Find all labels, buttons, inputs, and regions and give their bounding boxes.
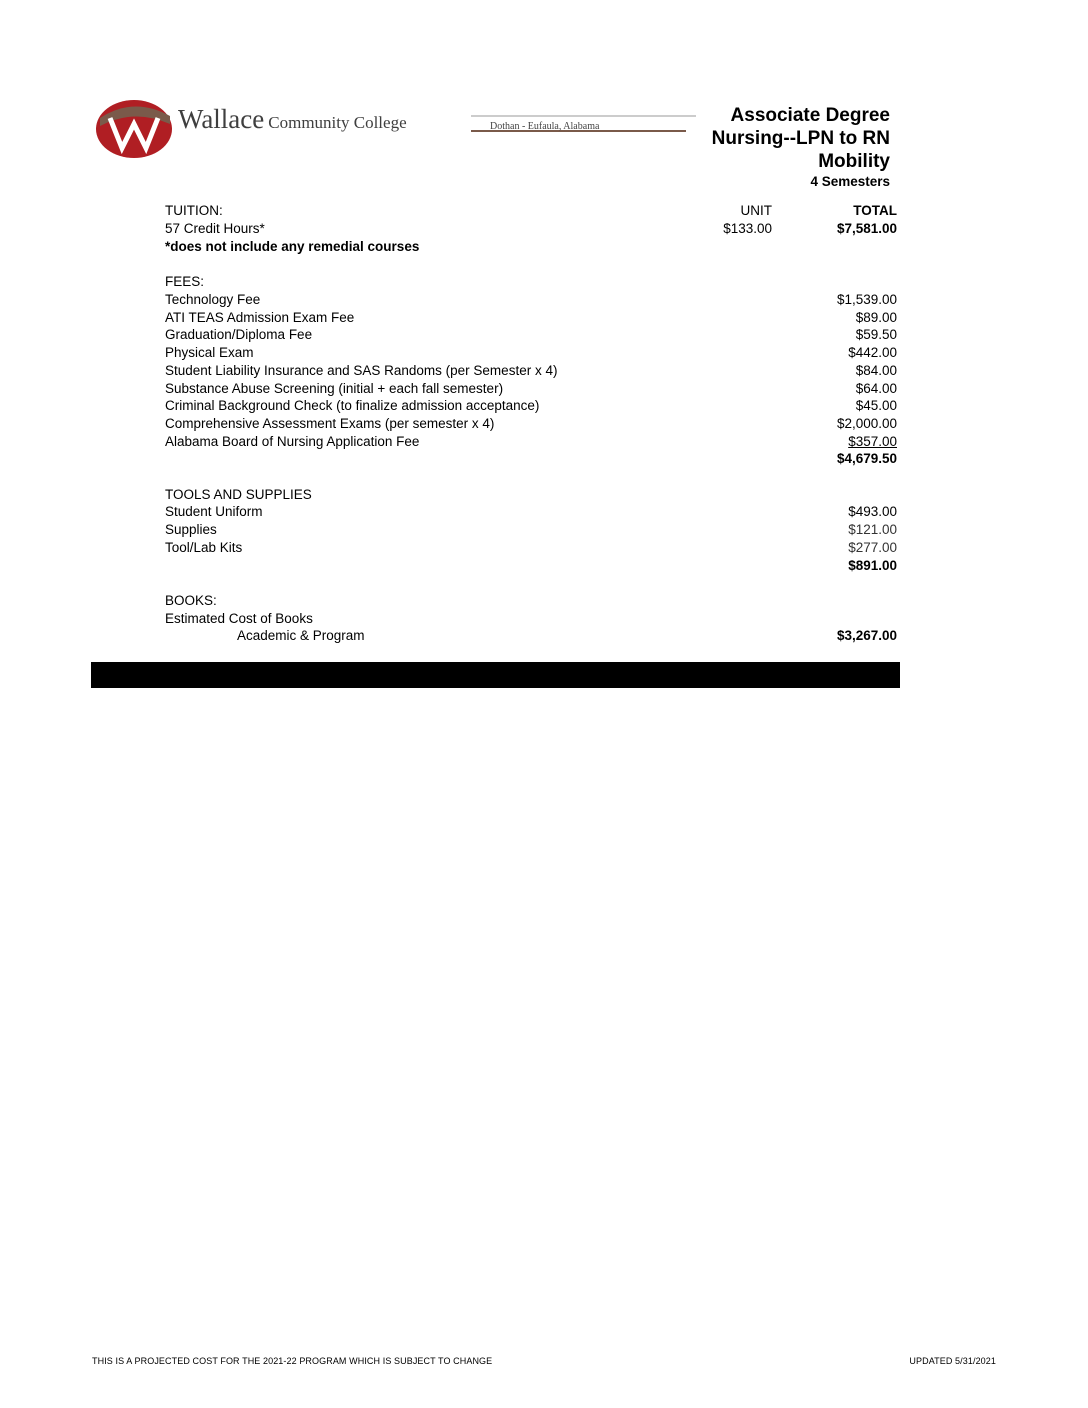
- fee-amount: $2,000.00: [836, 416, 897, 431]
- tuition-note: *does not include any remedial courses: [165, 239, 420, 254]
- fee-label: Graduation/Diploma Fee: [165, 327, 313, 342]
- books-sub-label: Academic & Program: [237, 628, 365, 643]
- tools-item-amount: $493.00: [848, 504, 897, 519]
- fee-label: ATI TEAS Admission Exam Fee: [165, 310, 355, 325]
- fee-label: Student Liability Insurance and SAS Randoms (per Semester x 4): [165, 363, 558, 378]
- fee-amount: $45.00: [855, 398, 897, 413]
- fees-subtotal: $4,679.50: [836, 451, 897, 466]
- black-divider-bar: [91, 662, 900, 688]
- fee-label: Substance Abuse Screening (initial + each fall semester): [165, 381, 504, 396]
- fee-amount: $442.00: [848, 345, 897, 360]
- tools-heading: TOOLS AND SUPPLIES: [165, 487, 312, 502]
- logo-name: Wallace: [178, 104, 265, 134]
- tools-item-amount: $121.00: [848, 522, 897, 537]
- tools-subtotal: $891.00: [848, 558, 897, 573]
- tuition-total: $7,581.00: [836, 221, 897, 236]
- column-header-unit: UNIT: [740, 203, 772, 218]
- fee-label: Technology Fee: [165, 292, 261, 307]
- fee-label: Alabama Board of Nursing Application Fee: [165, 434, 420, 449]
- page-title: [712, 104, 890, 173]
- tools-item-amount: $277.00: [848, 540, 897, 555]
- tuition-credit-label: 57 Credit Hours*: [165, 221, 265, 236]
- tools-item-label: Supplies: [165, 522, 217, 537]
- fee-label: Criminal Background Check (to finalize admission acceptance): [165, 398, 540, 413]
- column-header-total: TOTAL: [853, 203, 897, 218]
- books-label: Estimated Cost of Books: [165, 611, 313, 626]
- footer-updated-date: UPDATED 5/31/2021: [909, 1356, 996, 1366]
- page-subtitle: 4 Semesters: [810, 174, 890, 189]
- fee-label: Comprehensive Assessment Exams (per semester x 4): [165, 416, 495, 431]
- tuition-unit-price: $133.00: [723, 221, 772, 236]
- books-amount: $3,267.00: [836, 628, 897, 643]
- fee-amount: $64.00: [855, 381, 897, 396]
- footer-disclaimer: THIS IS A PROJECTED COST FOR THE 2021-22 PROGRAM WHICH IS SUBJECT TO CHANGE: [92, 1356, 493, 1366]
- tools-item-label: Tool/Lab Kits: [165, 540, 243, 555]
- tuition-heading: TUITION:: [165, 203, 223, 218]
- tools-item-label: Student Uniform: [165, 504, 263, 519]
- title-line-2: Nursing--LPN to RN: [711, 128, 890, 149]
- logo-location: Dothan - Eufaula, Alabama: [490, 121, 600, 132]
- title-line-3: Mobility: [818, 151, 890, 172]
- books-heading: BOOKS:: [165, 593, 217, 608]
- fee-amount: $357.00: [848, 434, 897, 449]
- fee-amount: $1,539.00: [836, 292, 897, 307]
- fee-amount: $89.00: [855, 310, 897, 325]
- title-line-1: Associate Degree: [730, 105, 890, 126]
- fee-amount: $59.50: [855, 327, 897, 342]
- logo-subtitle: Community College: [268, 113, 407, 132]
- fee-label: Physical Exam: [165, 345, 254, 360]
- logo-wordmark: [178, 104, 407, 135]
- fee-amount: $84.00: [855, 363, 897, 378]
- fees-heading: FEES:: [165, 274, 205, 289]
